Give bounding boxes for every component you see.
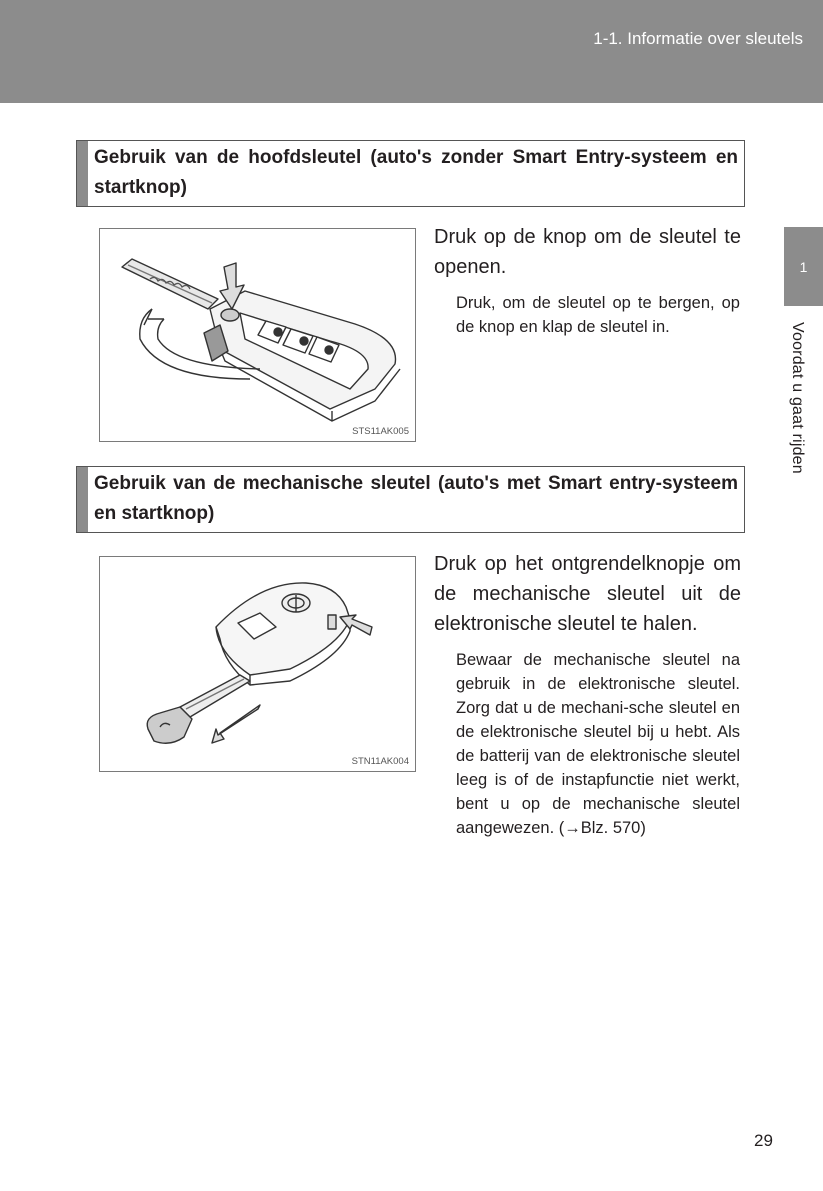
section-2-main-text: Druk op het ontgrendelknopje om de mechanische sleutel uit de elektronische sleutel te halen.: [434, 553, 741, 635]
chapter-tab: [784, 227, 823, 306]
section-1-figure: [99, 228, 416, 442]
page-header: [0, 0, 823, 103]
chapter-number: 1: [799, 259, 808, 275]
figure-code: STN11AK004: [351, 756, 409, 767]
section-2-figure: [99, 556, 416, 772]
smart-key-illustration: [100, 557, 415, 771]
page-number: 29: [754, 1131, 773, 1150]
section-2-heading: Gebruik van de mechanische sleutel (auto's met Smart entry-systeem en startknop): [76, 466, 745, 533]
flip-key-illustration: [100, 229, 415, 441]
section-2-sub-text: Bewaar de mechanische sleutel na gebruik in de elektronische sleutel. Zorg dat u de mechani-sche sleutel en de elektronische sleutel bij u hebt. Als de batterij van de elektronische sleutel leeg is of de instapfunctie niet werkt, bent u op de mechanische sleutel aangewezen. (→Blz. 570): [456, 651, 740, 837]
section-1-heading: Gebruik van de hoofdsleutel (auto's zonder Smart Entry-systeem en startknop): [76, 140, 745, 207]
section-1-main-text: Druk op de knop om de sleutel te openen.: [434, 226, 741, 278]
header-title: 1-1. Informatie over sleutels: [593, 29, 803, 48]
chapter-label: Voordat u gaat rijden: [789, 322, 806, 474]
figure-code: STS11AK005: [352, 426, 409, 437]
section-1-sub-text: Druk, om de sleutel op te bergen, op de knop en klap de sleutel in.: [456, 294, 740, 336]
